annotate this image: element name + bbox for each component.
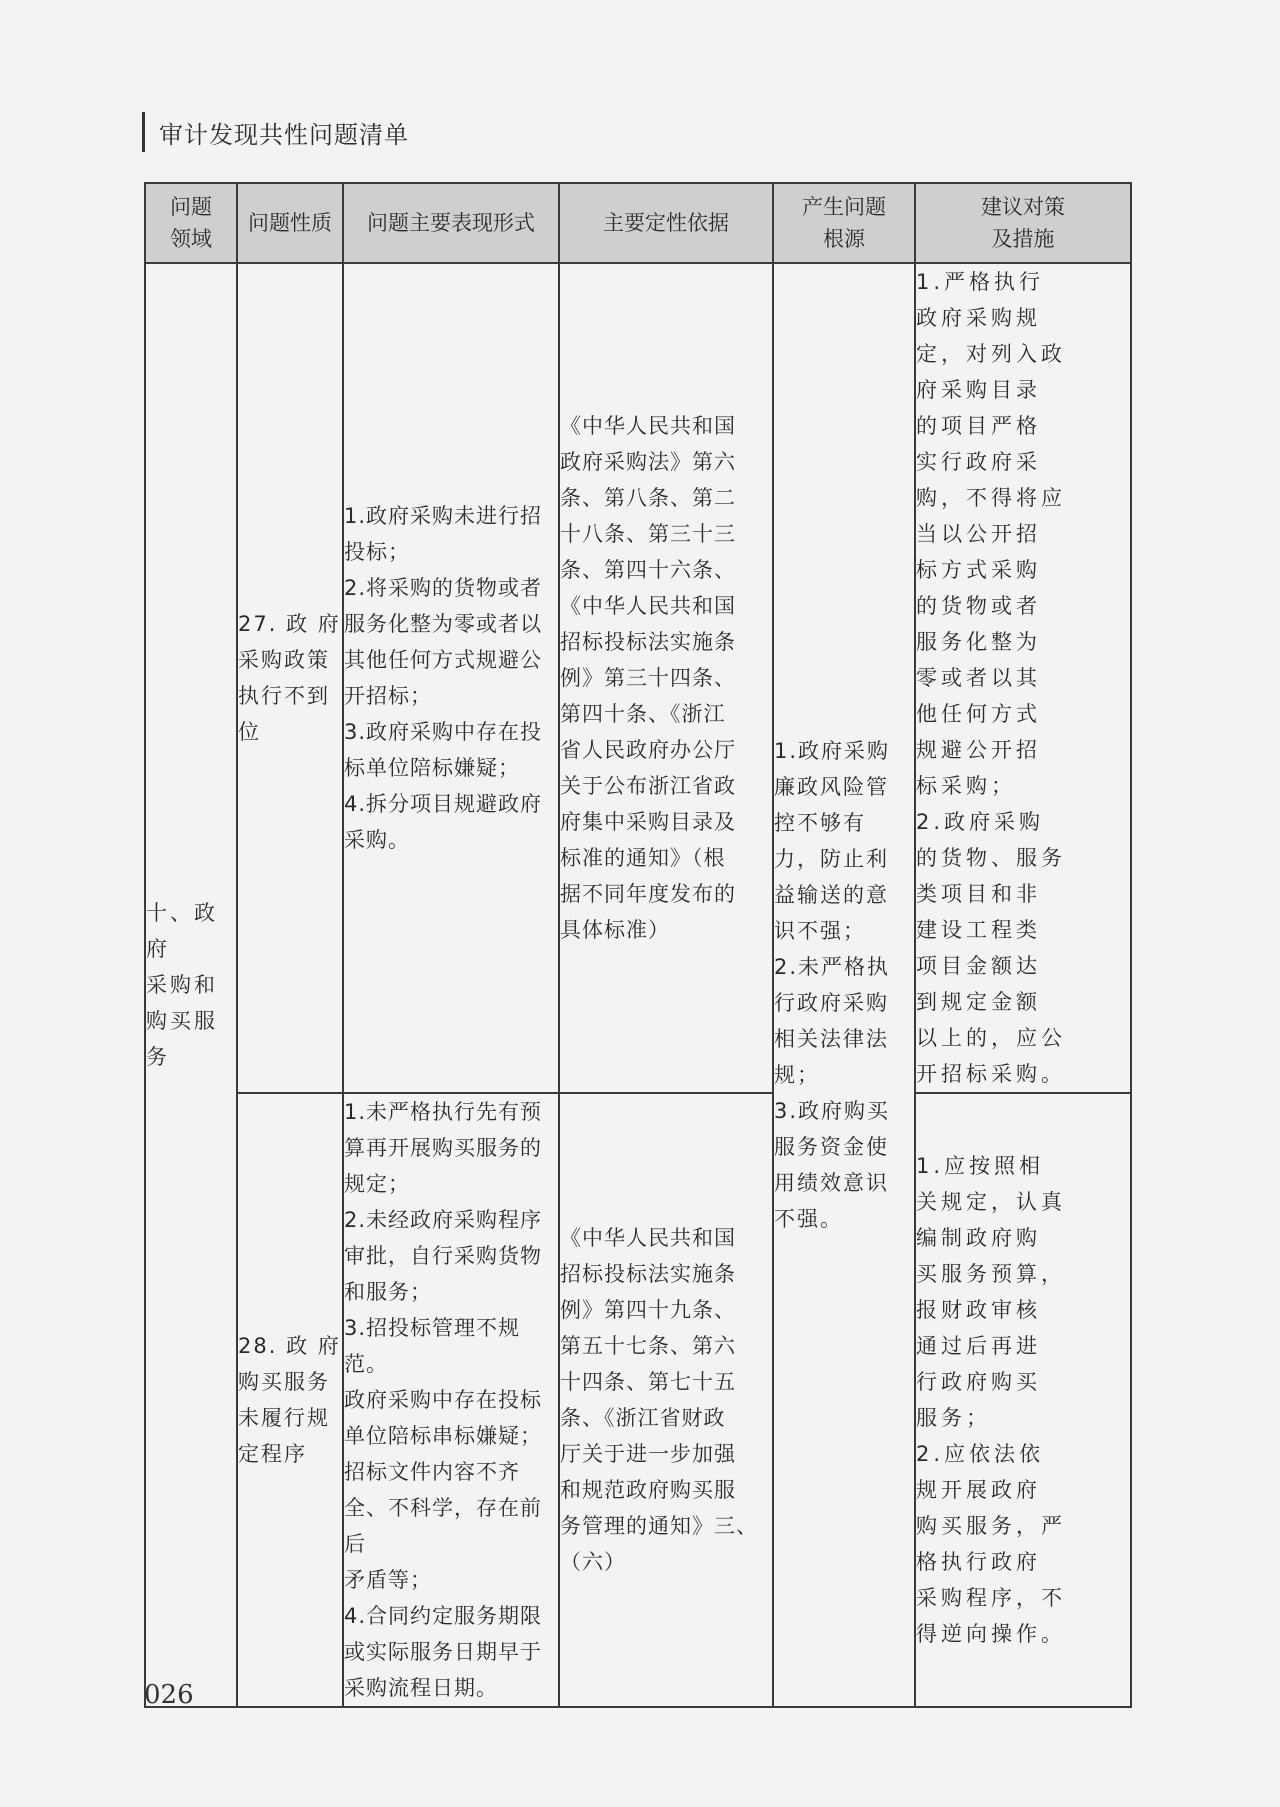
nature-cell [237,263,343,1093]
text-line: 1.应按照相 [916,1154,1045,1178]
page-header [142,112,409,152]
header-advice [915,183,1131,263]
text-line: 厅关于进一步加强 [560,1442,736,1466]
nature-cell [237,1093,343,1707]
text-line: 2.未经政府采购程序 [344,1208,543,1232]
page-number: 026 [144,1680,194,1710]
text-line: 和服务； [344,1280,432,1304]
text-line: 编制政府购 [916,1226,1041,1250]
text-line: 开招标采购。 [916,1062,1066,1086]
text-line: 《中华人民共和国 [560,414,736,438]
text-line: 规避公开招 [916,738,1041,762]
text-line: 4.合同约定服务期限 [344,1604,543,1628]
advice-cell [915,1093,1131,1707]
text-line: 第四十条、《浙江 [560,702,726,726]
text-line: 28. 政 府 [238,1334,341,1358]
table-row [145,263,1131,1093]
header-source [773,183,915,263]
text-line: 控不够有 [774,811,866,835]
text-line: 标准的通知》（根 [560,846,726,870]
text-line: 十四条、第七十五 [560,1370,736,1394]
text-line: 的项目严格 [916,414,1041,438]
text-line: 例》第四十九条、 [560,1298,736,1322]
text-line: 单位陪标串标嫌疑； [344,1424,542,1448]
text-line: 政府采购法》第六 [560,450,736,474]
text-line: 定，对列入政 [916,342,1066,366]
text-line: 得逆向操作。 [916,1622,1066,1646]
text-line: 关于公布浙江省政 [560,774,736,798]
text-line: 府采购目录 [916,378,1041,402]
text-line: 十八条、第三十三 [560,522,736,546]
text-line: 服务化整为 [916,630,1041,654]
text-line: 购，不得将应 [916,486,1066,510]
text-line: 到规定金额 [916,990,1041,1014]
advice-cell [915,263,1131,1093]
text-line: 项目金额达 [916,954,1041,978]
text-line: 领域 [170,227,212,251]
text-line: 购买服务 [238,1370,330,1394]
text-line: 行政府购买 [916,1370,1041,1394]
text-line: 全、不科学，存在前后 [344,1496,542,1556]
text-line: 报财政审核 [916,1298,1041,1322]
header-rule [142,112,145,152]
text-line: 招标文件内容不齐 [344,1460,520,1484]
text-line: 《中华人民共和国 [560,594,736,618]
text-line: 行政府采购 [774,991,889,1015]
text-line: 关规定，认真 [916,1190,1066,1214]
text-line: 建议对策 [981,195,1065,219]
text-line: 其他任何方式规避公 [344,648,542,672]
text-line: 当以公开招 [916,522,1041,546]
issue-table [144,182,1132,1708]
text-line: 产生问题 [802,195,886,219]
text-line: 通过后再进 [916,1334,1041,1358]
text-line: 27. 政 府 [238,612,341,636]
text-line: 问题性质 [248,211,332,235]
text-line: 2.政府采购 [916,810,1045,834]
text-line: 格执行政府 [916,1550,1041,1574]
text-line: 2.未严格执 [774,955,891,979]
text-line: 规开展政府 [916,1478,1041,1502]
text-line: 和规范政府购买服 [560,1478,736,1502]
text-line: 不强。 [774,1207,843,1231]
text-line: 务管理的通知》三、 [560,1514,758,1538]
text-line: 服务化整为零或者以 [344,612,542,636]
text-line: 规； [774,1063,820,1087]
text-line: 的货物、服务 [916,846,1066,870]
text-line: 1.严格执行 [916,270,1045,294]
text-line: 2.将采购的货物或者 [344,576,543,600]
text-line: 购买服务，严 [916,1514,1066,1538]
text-line: 具体标准） [560,918,670,942]
text-line: 1.政府采购 [774,739,891,763]
text-line: 采购流程日期。 [344,1676,498,1700]
text-line: 建设工程类 [916,918,1041,942]
text-line: 问题 [170,195,212,219]
text-line: 2.应依法依 [916,1442,1045,1466]
text-line: 3.政府购买 [774,1099,891,1123]
text-line: 服务； [916,1406,991,1430]
table-row [145,1093,1131,1707]
text-line: 务 [146,1045,170,1069]
text-line: 位 [238,720,261,744]
forms-cell [343,1093,559,1707]
text-line: 算再开展购买服务的 [344,1136,542,1160]
table-header-row [145,183,1131,263]
text-line: 用绩效意识 [774,1171,889,1195]
text-line: 类项目和非 [916,882,1041,906]
text-line: 投标； [344,540,410,564]
text-line: 执行不到 [238,684,330,708]
text-line: 府集中采购目录及 [560,810,736,834]
text-line: 的货物或者 [916,594,1041,618]
text-line: 第五十七条、第六 [560,1334,736,1358]
text-line: 采购和 [146,973,218,997]
text-line: 相关法律法 [774,1027,889,1051]
text-line: 矛盾等； [344,1568,432,1592]
domain-cell [145,263,237,1707]
text-line: 主要定性依据 [603,211,729,235]
text-line: 识不强； [774,919,866,943]
text-line: 条、第八条、第二 [560,486,736,510]
text-line: 标采购； [916,774,1016,798]
text-line: 问题主要表现形式 [367,211,535,235]
basis-cell [559,1093,773,1707]
text-line: 政府采购中存在投标 [344,1388,542,1412]
text-line: 据不同年度发布的 [560,882,736,906]
text-line: 采购程序，不 [916,1586,1066,1610]
text-line: 审批，自行采购货物 [344,1244,542,1268]
text-line: 采购政策 [238,648,330,672]
text-line: 或实际服务日期早于 [344,1640,542,1664]
text-line: 例》第三十四条、 [560,666,736,690]
text-line: 实行政府采 [916,450,1041,474]
page-title: 审计发现共性问题清单 [159,120,409,149]
text-line: 1.政府采购未进行招 [344,504,543,528]
text-line: 廉政风险管 [774,775,889,799]
text-line: 省人民政府办公厅 [560,738,736,762]
text-line: 他任何方式 [916,702,1041,726]
text-line: 条、第四十六条、 [560,558,736,582]
text-line: 3.政府采购中存在投 [344,720,543,744]
text-line: 招标投标法实施条 [560,630,736,654]
text-line: 条、《浙江省财政 [560,1406,726,1430]
source-cell [773,263,915,1707]
text-line: 零或者以其 [916,666,1041,690]
text-line: 规定； [344,1172,410,1196]
text-line: 政府采购规 [916,306,1041,330]
text-line: 根源 [823,227,865,251]
text-line: 标方式采购 [916,558,1041,582]
text-line: 及措施 [991,227,1055,251]
basis-cell [559,263,773,1093]
forms-cell [343,263,559,1093]
text-line: 力，防止利 [774,847,889,871]
text-line: 开招标； [344,684,432,708]
text-line: 采购。 [344,828,410,852]
text-line: 以上的，应公 [916,1026,1066,1050]
text-line: 《中华人民共和国 [560,1226,736,1250]
text-line: 标单位陪标嫌疑； [344,756,520,780]
text-line: 服务资金使 [774,1135,889,1159]
text-line: 4.拆分项目规避政府 [344,792,543,816]
text-line: 购买服 [146,1009,218,1033]
header-domain [145,183,237,263]
text-line: 益输送的意 [774,883,889,907]
text-line: 定程序 [238,1442,307,1466]
text-line: 招标投标法实施条 [560,1262,736,1286]
text-line: （六） [560,1550,626,1574]
text-line: 3.招投标管理不规范。 [344,1316,521,1376]
text-line: 未履行规 [238,1406,330,1430]
header-basis [559,183,773,263]
text-line: 买服务预算， [916,1262,1066,1286]
text-line: 1.未严格执行先有预 [344,1100,543,1124]
header-forms [343,183,559,263]
text-line: 十、政府 [146,901,218,961]
header-nature [237,183,343,263]
